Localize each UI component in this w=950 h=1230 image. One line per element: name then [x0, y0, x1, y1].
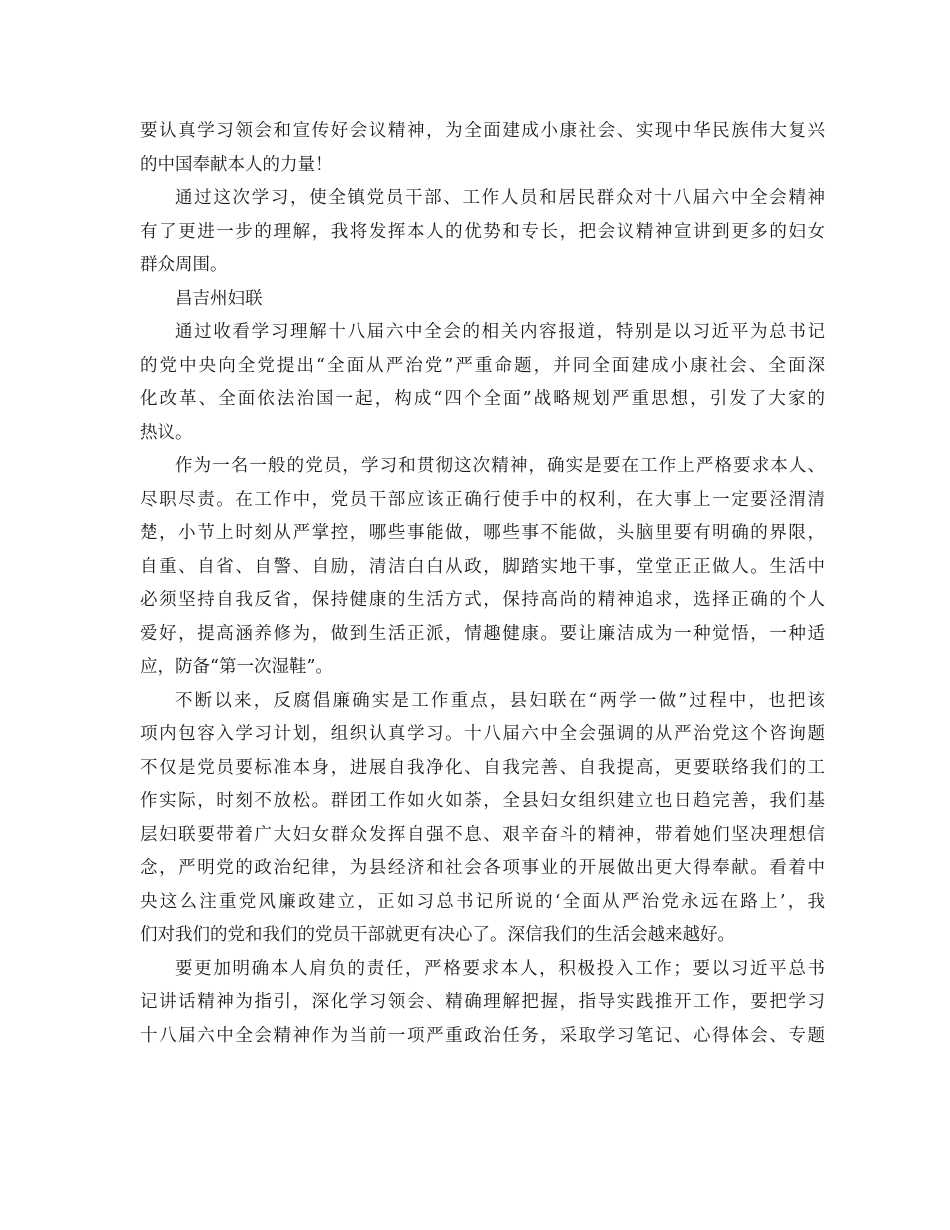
text-line: 作为一名一般的党员，学习和贯彻这次精神，确实是要在工作上严格要求本人、: [175, 456, 825, 476]
text-line: 念，严明党的政治纪律，为县经济和社会各项事业的开展做出更大得奉献。看着中: [140, 858, 825, 878]
text-line: 尽职尽责。在工作中，党员干部应该正确行使手中的权利，在大事上一定要泾渭清: [140, 489, 825, 510]
text-line: 昌吉州妇联: [175, 288, 263, 309]
text-line: 记讲话精神为指引，深化学习领会、精确理解把握，指导实践推开工作，要把学习: [140, 992, 825, 1012]
text-line: 通过收看学习理解十八届六中全会的相关内容报道，特别是以习近平为总书记: [175, 322, 825, 342]
paragraph: [140, 316, 825, 450]
text-line: 央这么注重党风廉政建立，正如习总书记所说的‘全面从严治党永远在路上’，我: [140, 891, 825, 912]
paragraph: [140, 115, 825, 182]
text-line: 的中国奉献本人的力量！: [140, 154, 333, 175]
paragraph: [140, 685, 825, 953]
text-line: 要认真学习领会和宣传好会议精神，为全面建成小康社会、实现中华民族伟大复兴: [140, 121, 825, 141]
text-line: 十八届六中全会精神作为当前一项严重政治任务，采取学习笔记、心得体会、专题: [140, 1025, 825, 1046]
paragraph: [140, 450, 825, 685]
paragraph: [140, 283, 825, 317]
text-line: 的党中央向全党提出“全面从严治党”严重命题，并同全面建成小康社会、全面深: [140, 355, 825, 376]
text-line: 有了更进一步的理解，我将发挥本人的优势和专长，把会议精神宣讲到更多的妇女: [140, 221, 825, 242]
paragraph: [140, 182, 825, 283]
text-line: 不断以来，反腐倡廉确实是工作重点，县妇联在“两学一做”过程中，也把该: [175, 690, 825, 711]
text-line: 项内包容入学习计划，组织认真学习。十八届六中全会强调的从严治党这个咨询题: [140, 724, 825, 744]
text-line: 楚，小节上时刻从严掌控，哪些事能做，哪些事不能做，头脑里要有明确的界限，: [140, 523, 825, 543]
text-line: 层妇联要带着广大妇女群众发挥自强不息、艰辛奋斗的精神，带着她们坚决理想信: [140, 824, 825, 845]
text-line: 爱好，提高涵养修为，做到生活正派，情趣健康。要让廉洁成为一种觉悟，一种适: [140, 623, 825, 644]
text-line: 作实际，时刻不放松。群团工作如火如荼，全县妇女组织建立也日趋完善，我们基: [140, 791, 825, 811]
text-line: 不仅是党员要标准本身，进展自我净化、自我完善、自我提高，更要联络我们的工: [140, 757, 825, 778]
text-line: 自重、自省、自警、自励，清洁白白从政，脚踏实地干事，堂堂正正做人。生活中: [140, 556, 825, 577]
text-line: 要更加明确本人肩负的责任，严格要求本人，积极投入工作；要以习近平总书: [175, 958, 825, 979]
text-line: 们对我们的党和我们的党员干部就更有决心了。深信我们的生活会越来越好。: [140, 925, 735, 945]
text-line: 应，防备“第一次湿鞋”。: [140, 657, 333, 677]
text-line: 通过这次学习，使全镇党员干部、工作人员和居民群众对十八届六中全会精神: [175, 188, 825, 208]
text-line: 必须坚持自我反省，保持健康的生活方式，保持高尚的精神追求，选择正确的个人: [140, 590, 825, 610]
text-line: 群众周围。: [140, 255, 228, 275]
text-line: 化改革、全面依法治国一起，构成“四个全面”战略规划严重思想，引发了大家的: [140, 389, 825, 409]
text-line: 热议。: [140, 422, 193, 443]
document-body: [140, 115, 825, 1053]
paragraph: [140, 953, 825, 1054]
